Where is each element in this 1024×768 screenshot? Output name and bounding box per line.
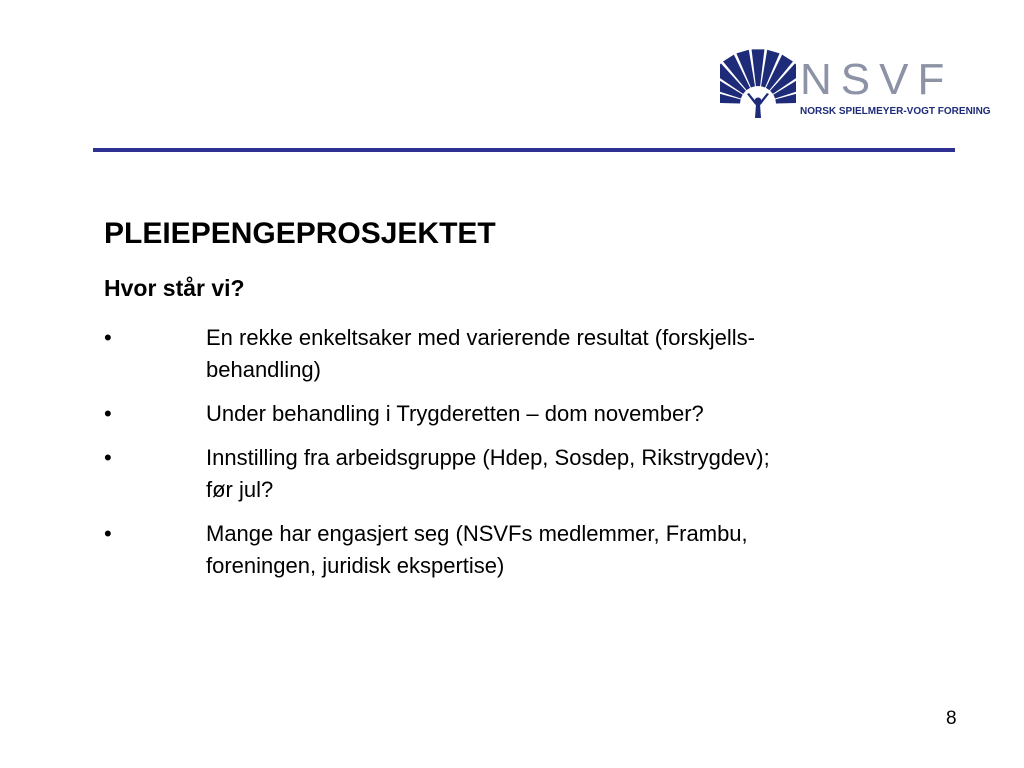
bullet-item xyxy=(104,518,904,582)
bullet-item xyxy=(104,398,904,430)
bullet-icon: • xyxy=(104,445,112,470)
nsvf-logo xyxy=(720,48,991,124)
bullet-icon: • xyxy=(104,325,112,350)
page-number: 8 xyxy=(946,708,957,729)
header-divider xyxy=(93,148,955,152)
bullet-text-line: Mange har engasjert seg (NSVFs medlemmer, Frambu, xyxy=(206,521,748,546)
slide-title: PLEIEPENGEPROSJEKTET xyxy=(104,217,496,250)
bullet-icon: • xyxy=(104,521,112,546)
logo-subtitle: NORSK SPIELMEYER-VOGT FORENING xyxy=(800,106,991,117)
bullet-item xyxy=(104,442,904,506)
bullet-text-line: foreningen, juridisk ekspertise) xyxy=(206,553,505,578)
bullet-text-line: En rekke enkeltsaker med varierende resultat (forskjells- xyxy=(206,325,756,350)
slide-subtitle: Hvor står vi? xyxy=(104,275,245,301)
bullet-list xyxy=(104,322,904,594)
bullet-item xyxy=(104,322,904,386)
logo-name: NSVF xyxy=(800,55,954,104)
bullet-icon: • xyxy=(104,401,112,426)
bullet-text-line: Innstilling fra arbeidsgruppe (Hdep, Sosdep, Rikstrygdev); xyxy=(206,445,770,470)
bullet-text-line: Under behandling i Trygderetten – dom november? xyxy=(206,401,704,426)
bullet-text-line: før jul? xyxy=(206,477,274,502)
bullet-text-line: behandling) xyxy=(206,357,321,382)
sunburst-logo-icon xyxy=(720,48,796,120)
